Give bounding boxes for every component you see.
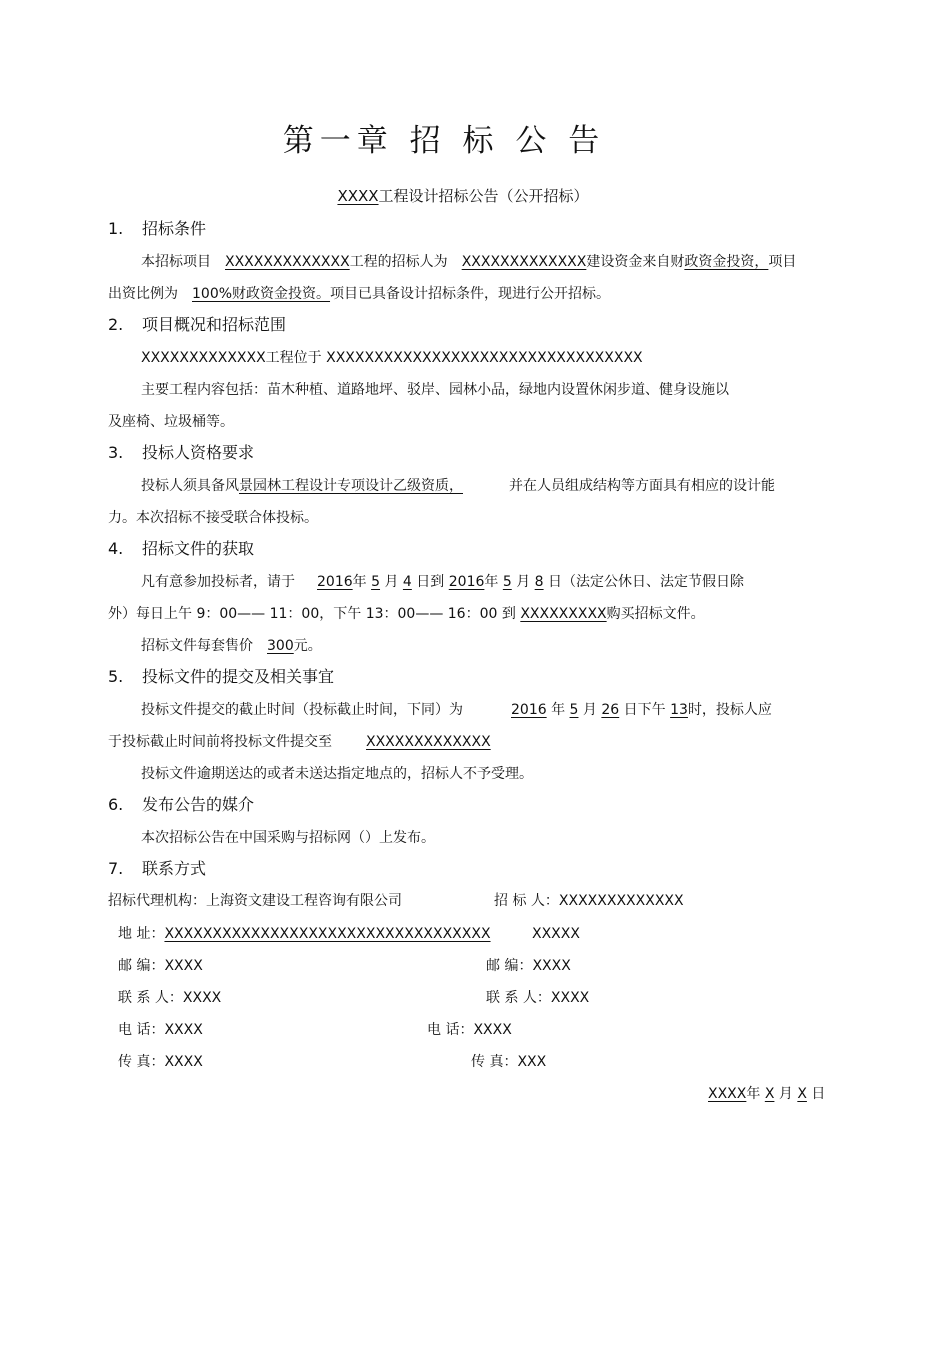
owner-name: XXXXXXXXXXXXX bbox=[558, 893, 684, 909]
text: 时，投标人应 bbox=[687, 702, 772, 718]
fax-row-left bbox=[118, 1053, 203, 1071]
label: 电 话： bbox=[118, 1022, 165, 1038]
section-5-line-3: 投标文件逾期送达的或者未送达指定地点的，招标人不予受理。 bbox=[141, 766, 533, 782]
postcode-row-left bbox=[118, 957, 203, 975]
date-day: X bbox=[797, 1086, 807, 1102]
postcode-row-right bbox=[486, 957, 571, 975]
section-1-line-2 bbox=[108, 285, 610, 303]
deadline-hour: 13 bbox=[670, 702, 688, 718]
price-field: 300 bbox=[267, 638, 294, 654]
deadline-year: 2016 bbox=[511, 702, 547, 718]
section-5-heading bbox=[108, 666, 334, 688]
section-title: 招标条件 bbox=[142, 219, 207, 238]
deadline-month: 5 bbox=[569, 702, 579, 718]
label: 招标代理机构： bbox=[108, 893, 206, 909]
text: 项目已具备设计招标条件，现进行公开招标。 bbox=[330, 286, 611, 302]
date-year: XXXX bbox=[708, 1086, 747, 1102]
section-title: 投标人资格要求 bbox=[142, 443, 255, 462]
fax-row-right bbox=[471, 1053, 546, 1071]
chapter-title: 第一章 招 标 公 告 bbox=[282, 123, 606, 159]
label: 传 真： bbox=[118, 1054, 165, 1070]
text: 工程的招标人为 bbox=[349, 254, 448, 270]
section-1-heading bbox=[108, 218, 206, 240]
subtitle-text: 工程设计招标公告（公开招标） bbox=[378, 187, 589, 205]
owner-phone: XXXX bbox=[473, 1022, 512, 1038]
submission-location-field: XXXXXXXXXXXXX bbox=[366, 734, 491, 750]
section-3-line-2: 力。本次招标不接受联合体投标。 bbox=[108, 510, 318, 526]
agency-address: XXXXXXXXXXXXXXXXXXXXXXXXXXXXXXXXXX bbox=[164, 926, 491, 942]
text: 年 bbox=[551, 702, 566, 718]
text: 投标文件提交的截止时间（投标截止时间，下同）为 bbox=[141, 702, 463, 718]
section-4-line-1 bbox=[141, 573, 744, 591]
text: 投标人须具备风 bbox=[141, 478, 239, 494]
text: 日下午 bbox=[623, 702, 666, 718]
text: 于投标截止时间前将投标文件提交至 bbox=[108, 734, 332, 750]
end-month: 5 bbox=[502, 574, 512, 590]
section-number: 3. bbox=[108, 443, 124, 462]
text: 出资比例为 bbox=[108, 286, 178, 302]
text: 建设资金来自财 bbox=[586, 254, 685, 270]
section-3-heading bbox=[108, 442, 254, 464]
text: 年 bbox=[484, 574, 499, 590]
section-title: 投标文件的提交及相关事宜 bbox=[142, 667, 335, 686]
section-2-line-2: 主要工程内容包括：苗木种植、道路地坪、驳岸、园林小品，绿地内设置休闲步道、健身设施以 bbox=[141, 382, 729, 398]
text: 日（法定公休日、法定节假日除 bbox=[548, 574, 745, 590]
project-name-field: XXXXXXXXXXXXX bbox=[225, 254, 350, 270]
agency-contact: XXXX bbox=[182, 990, 222, 1006]
owner-field: XXXXXXXXXXXXX bbox=[461, 254, 587, 270]
text: 项目 bbox=[768, 254, 797, 270]
text: 招标文件每套售价 bbox=[141, 638, 253, 654]
section-3-line-1 bbox=[141, 477, 775, 495]
text: 年 bbox=[746, 1086, 761, 1102]
start-day: 4 bbox=[402, 574, 412, 590]
label: 邮 编： bbox=[486, 958, 533, 974]
label: 电 话： bbox=[427, 1022, 474, 1038]
section-number: 2. bbox=[108, 315, 124, 334]
section-1-line-1 bbox=[141, 253, 796, 271]
section-title: 联系方式 bbox=[142, 859, 207, 878]
owner-contact: XXXX bbox=[550, 990, 590, 1006]
label: 邮 编： bbox=[118, 958, 165, 974]
phone-row-right bbox=[427, 1021, 512, 1039]
label: 联 系 人： bbox=[486, 990, 551, 1006]
phone-row-left bbox=[118, 1021, 203, 1039]
section-number: 5. bbox=[108, 667, 124, 686]
section-4-line-2 bbox=[108, 605, 705, 623]
section-4-heading bbox=[108, 538, 254, 560]
section-2-line-3: 及座椅、垃圾桶等。 bbox=[108, 414, 234, 430]
label: 传 真： bbox=[471, 1054, 518, 1070]
owner-postcode: XXXX bbox=[532, 958, 571, 974]
section-number: 4. bbox=[108, 539, 124, 558]
agency-phone: XXXX bbox=[164, 1022, 203, 1038]
agency-postcode: XXXX bbox=[164, 958, 203, 974]
owner-fax: XXX bbox=[517, 1054, 547, 1070]
qualification-field: 景园林工程设计专项设计乙级资质， bbox=[239, 478, 463, 494]
text: 月 bbox=[582, 702, 597, 718]
funding-ratio-field: 100%财政资金投资。 bbox=[192, 286, 331, 302]
end-year: 2016 bbox=[448, 574, 485, 590]
address-row-left bbox=[118, 925, 491, 943]
announcement-subtitle bbox=[0, 186, 926, 206]
end-day: 8 bbox=[534, 574, 544, 590]
text: 外）每日上午 9：00—— 11：00，下午 13：00—— 16：00 到 bbox=[108, 606, 516, 622]
text: 日到 bbox=[416, 574, 445, 590]
section-6-line-1: 本次招标公告在中国采购与招标网（）上发布。 bbox=[141, 830, 435, 846]
subtitle-project-code: XXXX bbox=[337, 187, 379, 205]
text: 本招标项目 bbox=[141, 254, 211, 270]
contact-row-right bbox=[486, 989, 589, 1007]
section-6-heading bbox=[108, 794, 254, 816]
text: 并在人员组成结构等方面具有相应的设计能 bbox=[509, 478, 775, 494]
section-7-heading bbox=[108, 858, 206, 880]
section-4-line-3 bbox=[141, 637, 322, 655]
section-5-line-2 bbox=[108, 733, 491, 751]
text: 月 bbox=[384, 574, 399, 590]
owner-row bbox=[494, 892, 684, 910]
deadline-day: 26 bbox=[601, 702, 620, 718]
purchase-location-field: XXXXXXXXX bbox=[520, 606, 607, 622]
text: 购买招标文件。 bbox=[606, 606, 705, 622]
text: 凡有意参加投标者，请于 bbox=[141, 574, 295, 590]
section-2-line-1: XXXXXXXXXXXXX工程位于 XXXXXXXXXXXXXXXXXXXXXXXXXXXXXXXXX bbox=[141, 350, 643, 366]
label: 联 系 人： bbox=[118, 990, 183, 1006]
notice-date bbox=[708, 1085, 825, 1103]
start-year: 2016 bbox=[317, 574, 353, 590]
start-month: 5 bbox=[371, 574, 381, 590]
text: 元。 bbox=[293, 638, 322, 654]
section-title: 发布公告的媒介 bbox=[142, 795, 255, 814]
section-number: 6. bbox=[108, 795, 124, 814]
section-5-line-1 bbox=[141, 701, 772, 719]
section-2-heading bbox=[108, 314, 286, 336]
agency-name: 上海资文建设工程咨询有限公司 bbox=[206, 893, 402, 909]
section-number: 7. bbox=[108, 859, 124, 878]
address-row-right bbox=[532, 925, 580, 943]
text: 月 bbox=[516, 574, 531, 590]
agency-row bbox=[108, 892, 402, 910]
fund-source-field: 政资金投资， bbox=[684, 254, 769, 270]
section-number: 1. bbox=[108, 219, 124, 238]
section-title: 项目概况和招标范围 bbox=[142, 315, 287, 334]
text: 日 bbox=[811, 1086, 826, 1102]
contact-row-left bbox=[118, 989, 221, 1007]
owner-address: XXXXX bbox=[532, 926, 580, 942]
label: 招 标 人： bbox=[494, 893, 559, 909]
text: 月 bbox=[778, 1086, 793, 1102]
label: 地 址： bbox=[118, 926, 165, 942]
date-month: X bbox=[764, 1086, 775, 1102]
agency-fax: XXXX bbox=[164, 1054, 203, 1070]
section-title: 招标文件的获取 bbox=[142, 539, 255, 558]
text: 年 bbox=[352, 574, 367, 590]
